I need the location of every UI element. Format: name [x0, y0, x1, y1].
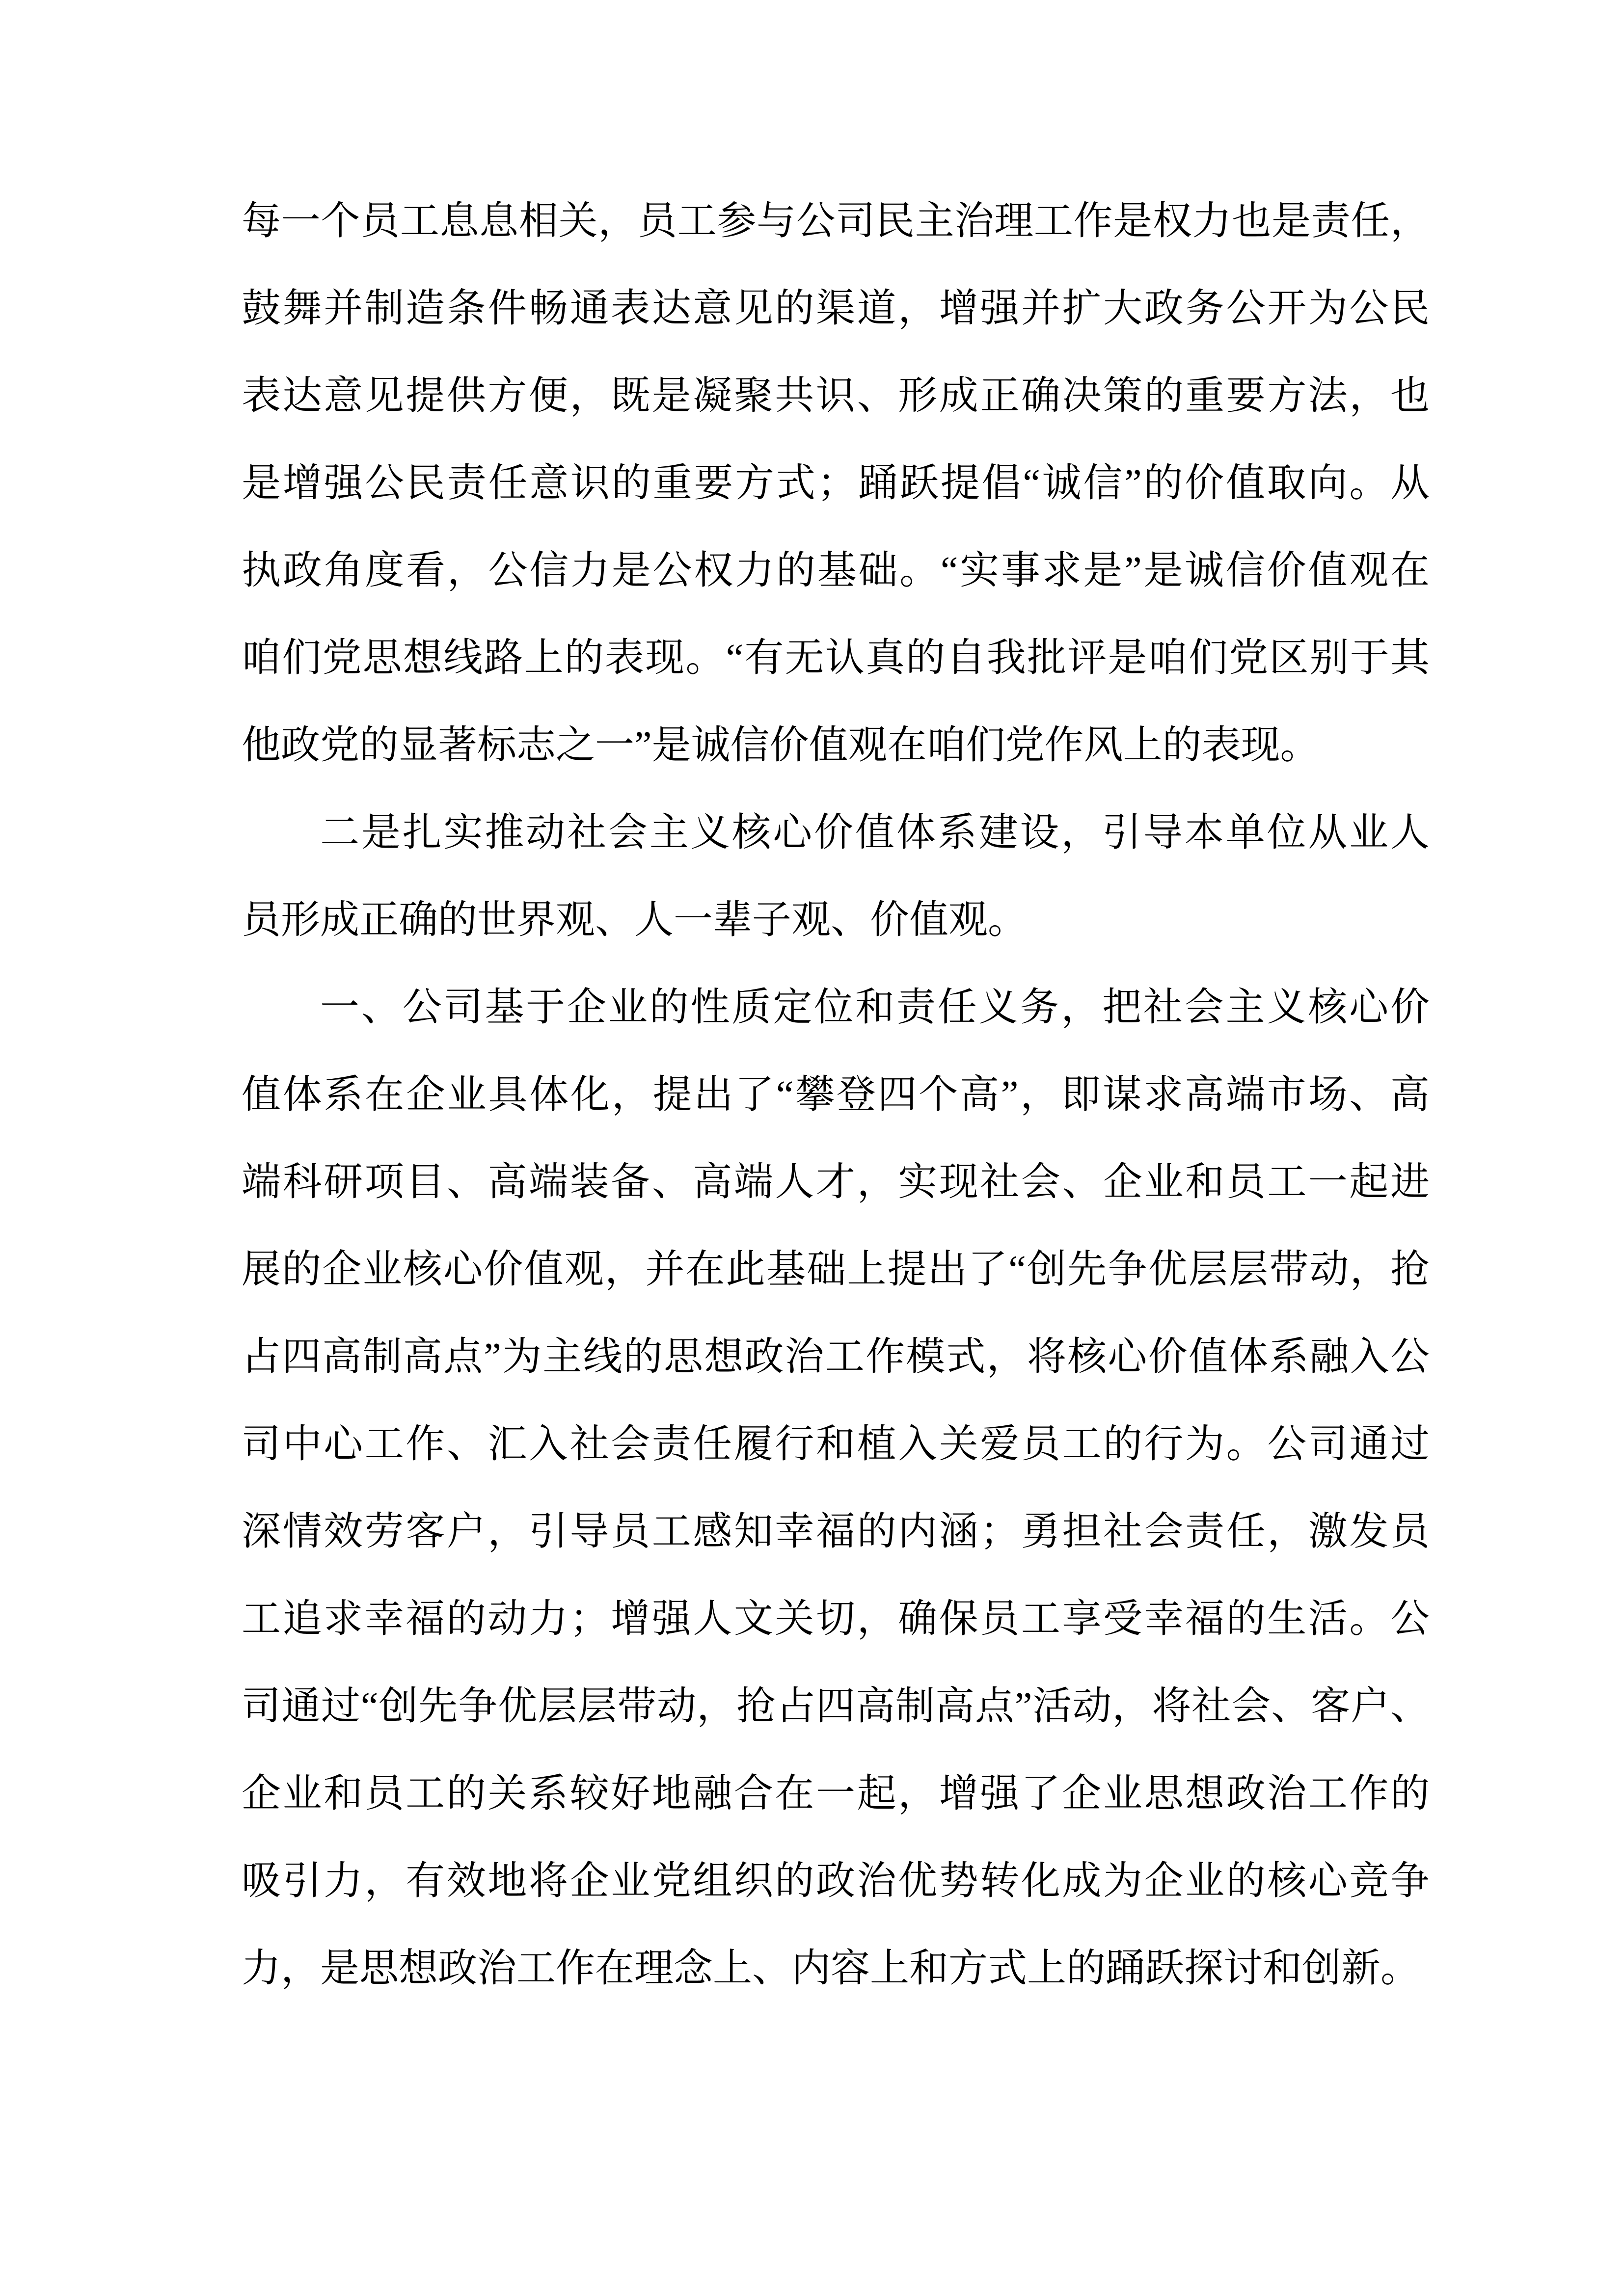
paragraph — [242, 964, 1430, 2012]
text-line: 是增强公民责任意识的重要方式；踊跃提倡“诚信”的价值取向。从 — [242, 462, 1430, 505]
text-line: 二是扎实推动社会主义核心价值体系建设，引导本单位从业人 — [320, 811, 1430, 854]
text-line: 每一个员工息息相关，员工参与公司民主治理工作是权力也是责任， — [242, 200, 1430, 243]
paragraph — [242, 178, 1430, 789]
text-line: 司通过“创先争优层层带动，抢占四高制高点”活动，将社会、客户、 — [242, 1685, 1430, 1728]
text-line: 员形成正确的世界观、人一辈子观、价值观。 — [242, 899, 1027, 942]
text-line: 司中心工作、汇入社会责任履行和植入关爱员工的行为。公司通过 — [242, 1423, 1430, 1466]
text-line: 力，是思想政治工作在理念上、内容上和方式上的踊跃探讨和创新。 — [242, 1947, 1420, 1990]
text-line: 深情效劳客户，引导员工感知幸福的内涵；勇担社会责任，激发员 — [242, 1510, 1430, 1553]
text-line: 他政党的显著标志之一”是诚信价值观在咱们党作风上的表现。 — [242, 724, 1320, 767]
text-line: 吸引力，有效地将企业党组织的政治优势转化成为企业的核心竞争 — [242, 1860, 1430, 1903]
text-line: 端科研项目、高端装备、高端人才，实现社会、企业和员工一起进 — [242, 1161, 1430, 1204]
text-line: 值体系在企业具体化，提出了“攀登四个高”，即谋求高端市场、高 — [242, 1073, 1430, 1117]
text-block — [242, 178, 1430, 2012]
text-line: 咱们党思想线路上的表现。“有无认真的自我批评是咱们党区别于其 — [242, 637, 1430, 680]
text-line: 表达意见提供方便，既是凝聚共识、形成正确决策的重要方法，也 — [242, 374, 1430, 418]
text-line: 执政角度看，公信力是公权力的基础。“实事求是”是诚信价值观在 — [242, 549, 1430, 592]
paragraph — [242, 789, 1430, 964]
text-line: 鼓舞并制造条件畅通表达意见的渠道，增强并扩大政务公开为公民 — [242, 287, 1430, 330]
text-line: 占四高制高点”为主线的思想政治工作模式，将核心价值体系融入公 — [242, 1335, 1430, 1379]
text-line: 一、公司基于企业的性质定位和责任义务，把社会主义核心价 — [320, 986, 1430, 1029]
text-line: 展的企业核心价值观，并在此基础上提出了“创先争优层层带动，抢 — [242, 1248, 1430, 1291]
text-line: 企业和员工的关系较好地融合在一起，增强了企业思想政治工作的 — [242, 1772, 1430, 1815]
text-line: 工追求幸福的动力；增强人文关切，确保员工享受幸福的生活。公 — [242, 1598, 1430, 1641]
